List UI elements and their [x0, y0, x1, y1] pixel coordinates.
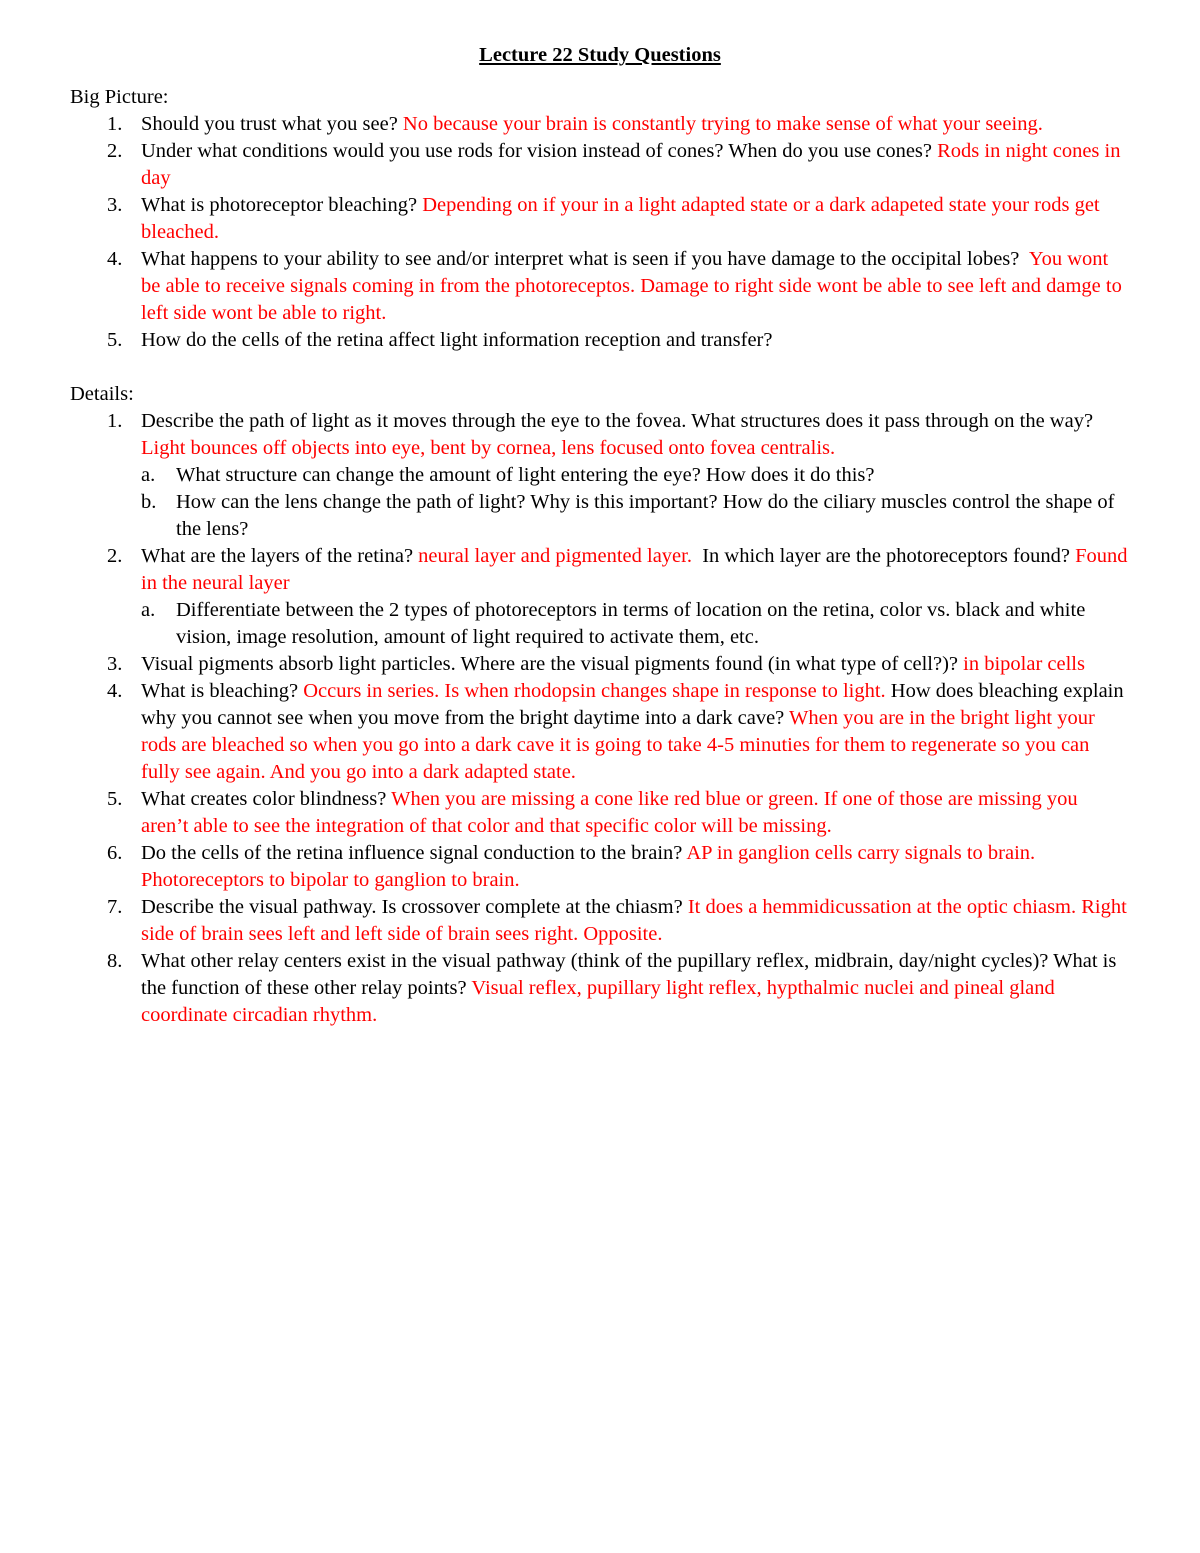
- question-text: What is bleaching?: [141, 680, 304, 702]
- details-question-2: [70, 543, 1130, 651]
- details-question-4: [70, 678, 1130, 786]
- sub-question-letter: a.: [141, 599, 156, 621]
- question-text-continued: In which layer are the photoreceptors found?: [691, 545, 1076, 567]
- big-picture-question-5: [70, 327, 1130, 354]
- question-text-continued: How does bleaching explain why you cannot see when you move from the bright daytime into a dark cave?: [141, 680, 1124, 729]
- answer-text: Visual reflex, pupillary light reflex, hypthalmic nuclei and pineal gland coordinate circadian rhythm.: [141, 977, 1055, 1026]
- question-text: Should you trust what you see?: [141, 113, 403, 135]
- question-text: What are the layers of the retina?: [141, 545, 419, 567]
- answer-text: AP in ganglion cells carry signals to brain. Photoreceptors to bipolar to ganglion to brain.: [141, 842, 1036, 891]
- sub-question-a: [141, 462, 1130, 489]
- question-number: 8.: [107, 950, 123, 972]
- question-text: Describe the path of light as it moves through the eye to the fovea. What structures does it pass through on the way?: [141, 410, 1094, 432]
- details-question-5: [70, 786, 1130, 840]
- details-question-3: [70, 651, 1130, 678]
- details-question-7: [70, 894, 1130, 948]
- question-number: 7.: [107, 896, 123, 918]
- question-number: 5.: [107, 329, 123, 351]
- answer-text: No because your brain is constantly trying to make sense of what your seeing.: [402, 113, 1043, 135]
- question-text: What other relay centers exist in the visual pathway (think of the pupillary reflex, midbrain, day/night cycles)? What is the function of these other relay points?: [141, 950, 1117, 999]
- question-number: 4.: [107, 248, 123, 270]
- answer-text: in bipolar cells: [963, 653, 1085, 675]
- sub-question-a: [141, 597, 1130, 651]
- answer-text: Light bounces off objects into eye, bent by cornea, lens focused onto fovea centralis.: [141, 437, 836, 459]
- answer-text: When you are missing a cone like red blue or green. If one of those are missing you aren’t able to see the integration of that color and that specific color will be missing.: [141, 788, 1078, 837]
- question-number: 4.: [107, 680, 123, 702]
- details-question-6: [70, 840, 1130, 894]
- question-text: What creates color blindness?: [141, 788, 392, 810]
- question-text: Under what conditions would you use rods for vision instead of cones? When do you use cones?: [141, 140, 938, 162]
- sub-question-b: [141, 489, 1130, 543]
- question-text: Visual pigments absorb light particles. Where are the visual pigments found (in what type of cell?)?: [141, 653, 964, 675]
- blank-line: [70, 354, 1130, 381]
- big-picture-question-3: [70, 192, 1130, 246]
- question-number: 3.: [107, 653, 123, 675]
- question-text: How do the cells of the retina affect light information reception and transfer?: [141, 329, 773, 351]
- question-text: What happens to your ability to see and/or interpret what is seen if you have damage to the occipital lobes?: [141, 248, 1029, 270]
- sub-question-letter: b.: [141, 491, 157, 513]
- big-picture-question-2: [70, 138, 1130, 192]
- question-number: 1.: [107, 113, 123, 135]
- sub-question-letter: a.: [141, 464, 156, 486]
- page-title: Lecture 22 Study Questions: [479, 44, 721, 66]
- details-question-1: [70, 408, 1130, 543]
- details-list: [70, 408, 1130, 1029]
- question-text: Describe the visual pathway. Is crossover complete at the chiasm?: [141, 896, 688, 918]
- big-picture-list: [70, 111, 1130, 354]
- sub-question-list: [141, 462, 1130, 543]
- question-number: 5.: [107, 788, 123, 810]
- answer-text: Depending on if your in a light adapted state or a dark adapeted state your rods get bleached.: [141, 194, 1100, 243]
- answer-text: neural layer and pigmented layer.: [418, 545, 692, 567]
- sub-question-list: [141, 597, 1130, 651]
- question-number: 2.: [107, 545, 123, 567]
- question-number: 1.: [107, 410, 123, 432]
- sub-question-text: Differentiate between the 2 types of photoreceptors in terms of location on the retina, color vs. black and white vision, image resolution, amount of light required to activate them, etc.: [176, 599, 1086, 648]
- question-text: Do the cells of the retina influence signal conduction to the brain?: [141, 842, 687, 864]
- sub-question-text: What structure can change the amount of light entering the eye? How does it do this?: [176, 464, 875, 486]
- big-picture-question-1: [70, 111, 1130, 138]
- answer-text: It does a hemmidicussation at the optic chiasm. Right side of brain sees left and left side of brain sees right. Opposite.: [141, 896, 1127, 945]
- answer-text-continued: When you are in the bright light your rods are bleached so when you go into a dark cave it is going to take 4-5 minuties for them to regenerate so you can fully see again. And you go into a dark adapted state.: [141, 707, 1095, 783]
- answer-text: Rods in night cones in day: [141, 140, 1121, 189]
- details-heading: Details:: [70, 383, 134, 405]
- answer-text: You wont be able to receive signals coming in from the photoreceptos. Damage to right side wont be able to see left and damge to left side wont be able to right.: [141, 248, 1122, 324]
- answer-text-continued: Found in the neural layer: [141, 545, 1128, 594]
- big-picture-question-4: [70, 246, 1130, 327]
- sub-question-text: How can the lens change the path of light? Why is this important? How do the ciliary muscles control the shape of the lens?: [176, 491, 1115, 540]
- question-text: What is photoreceptor bleaching?: [141, 194, 423, 216]
- details-question-8: [70, 948, 1130, 1029]
- question-number: 6.: [107, 842, 123, 864]
- question-number: 3.: [107, 194, 123, 216]
- question-number: 2.: [107, 140, 123, 162]
- big-picture-heading: Big Picture:: [70, 86, 169, 108]
- answer-text: Occurs in series. Is when rhodopsin changes shape in response to light.: [303, 680, 886, 702]
